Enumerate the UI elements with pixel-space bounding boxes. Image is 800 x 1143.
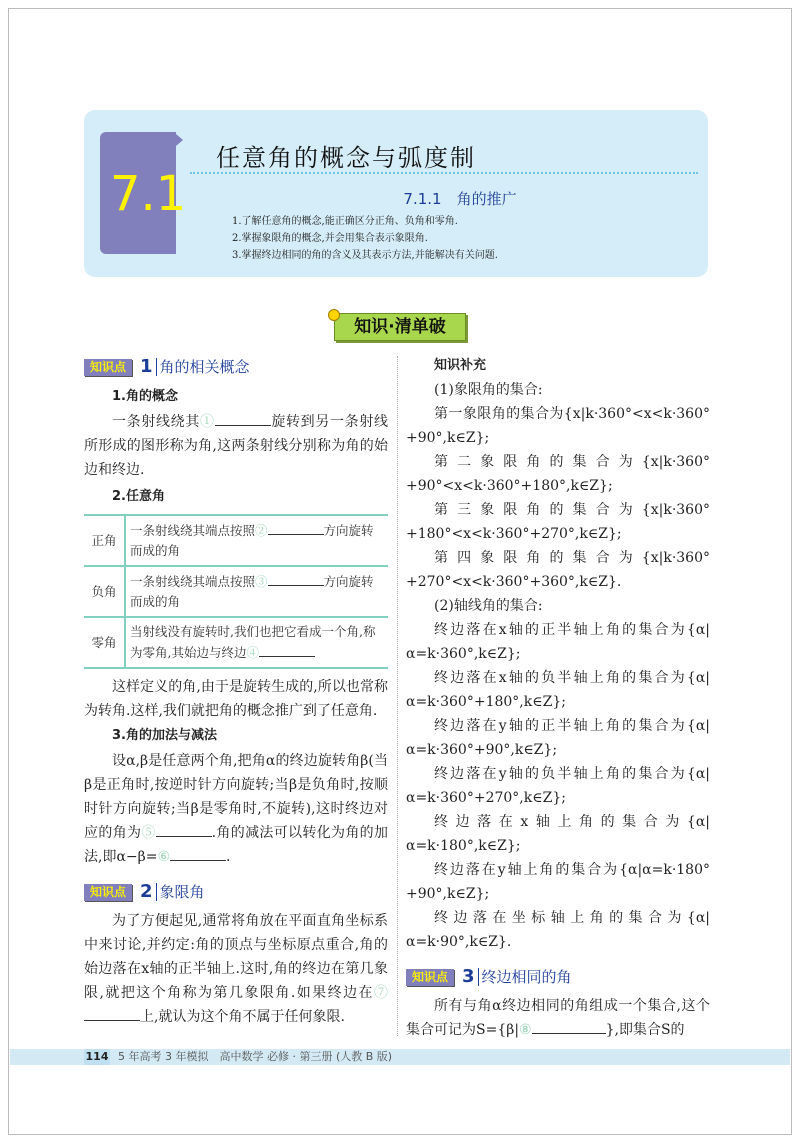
supplement-line: 终边落在x轴上角的集合为{α|α=k·180°,k∈Z};: [406, 814, 710, 854]
number-box-notch: [176, 134, 183, 146]
row-key: 零角: [84, 617, 125, 668]
row-value: [125, 515, 388, 566]
kp-title: 角的相关概念: [159, 358, 250, 376]
section-heading: 1.角的概念: [112, 389, 178, 404]
page-number: 114: [85, 1050, 109, 1063]
text: .: [226, 849, 231, 865]
text: 所有与角α终边相同的角组成一个集合,这个集合可记为S={β|: [406, 998, 710, 1038]
fill-blank[interactable]: [170, 846, 226, 861]
blank-number: ⑧: [519, 1022, 532, 1038]
left-column: [84, 354, 388, 1029]
fill-blank[interactable]: [84, 1006, 140, 1021]
blank-number: ②: [255, 523, 268, 538]
section-heading: 3.角的加法与减法: [112, 728, 217, 743]
subsection-title: 7.1.1 角的推广: [403, 190, 517, 208]
table-row: [84, 617, 388, 668]
blank-number: ⑦: [374, 985, 388, 1001]
text: 旋转到另一条射线所形成的图形称为角,这两条射线分别称为角的始边和终边.: [84, 414, 389, 478]
fill-blank[interactable]: [268, 520, 324, 535]
fill-blank[interactable]: [532, 1019, 606, 1034]
kp-title: 象限角: [159, 883, 205, 901]
supplement-line: 终边落在x轴的正半轴上角的集合为{α|α=k·360°,k∈Z};: [406, 622, 710, 662]
blank-number: ④: [246, 645, 259, 660]
page-title: 任意角的概念与弧度制: [216, 144, 476, 172]
title-divider: [190, 172, 698, 174]
text: 当射线没有旋转时,我们也把它看成一个角,称为零角,其始边与终边: [130, 624, 376, 660]
paragraph: [406, 994, 710, 1042]
table-row: [84, 566, 388, 617]
angle-table: [84, 514, 388, 669]
supplement-line: (1)象限角的集合:: [434, 382, 543, 398]
kp-tag: 知识点: [406, 969, 454, 986]
kp-tag: 知识点: [84, 884, 132, 901]
kp-tag: 知识点: [84, 359, 132, 376]
row-key: 负角: [84, 566, 125, 617]
kp-number: 1: [140, 358, 157, 376]
supplement-line: 终边落在坐标轴上角的集合为{α|α=k·90°,k∈Z}.: [406, 910, 710, 950]
blank-number: ⑤: [141, 825, 156, 841]
supplement-line: 第一象限角的集合为{x|k·360°<x<k·360°+90°,k∈Z};: [406, 406, 710, 446]
fill-blank[interactable]: [215, 411, 271, 426]
text: 为了方便起见,通常将角放在平面直角坐标系中来讨论,并约定:角的顶点与坐标原点重合,角的始边落在x轴的正半轴上.这时,角的终边在第几象限,就把这个角称为第几象限角.如果终边在: [84, 913, 388, 1001]
row-value: [125, 617, 388, 668]
column-divider: [397, 356, 398, 1036]
fill-blank[interactable]: [268, 571, 324, 586]
row-value: [125, 566, 388, 617]
kp-title: 终边相同的角: [481, 968, 572, 986]
right-column: [406, 354, 710, 1042]
supplement-heading: 知识补充: [434, 358, 487, 373]
supplement-line: 终边落在y轴上角的集合为{α|α=k·180°+90°,k∈Z};: [406, 862, 710, 902]
paragraph: [84, 909, 388, 1029]
supplement-line: 第三象限角的集合为{x|k·360°+180°<x<k·360°+270°,k∈Z};: [406, 502, 710, 542]
supplement-line: 第二象限角的集合为{x|k·360°+90°<x<k·360°+180°,k∈Z};: [406, 454, 710, 494]
text: 方向旋转而成的角: [130, 523, 374, 558]
supplement-line: 第四象限角的集合为{x|k·360°+270°<x<k·360°+360°,k∈Z}.: [406, 550, 710, 590]
kp-number: 2: [140, 883, 157, 901]
fill-blank[interactable]: [156, 822, 212, 837]
blank-number: ⑥: [157, 849, 171, 865]
table-row: [84, 515, 388, 566]
book-title: 5 年高考 3 年模拟 高中数学 必修 · 第三册 (人教 B 版): [118, 1050, 393, 1063]
row-key: 正角: [84, 515, 125, 566]
blank-number: ③: [255, 574, 268, 589]
text: 一条射线绕其: [112, 414, 200, 430]
section-heading: 2.任意角: [112, 489, 165, 504]
text: 一条射线绕其端点按照: [130, 523, 256, 538]
knowledge-banner: 知识·清单破: [334, 313, 466, 341]
supplement-line: 终边落在x轴的负半轴上角的集合为{α|α=k·360°+180°,k∈Z};: [406, 670, 710, 710]
objective-2: 2.掌握象限角的概念,并会用集合表示象限角.: [232, 233, 428, 244]
text: 方向旋转而成的角: [130, 574, 374, 609]
objective-3: 3.掌握终边相同的角的含义及其表示方法,并能解决有关问题.: [232, 250, 498, 261]
objective-1: 1.了解任意角的概念,能正确区分正角、负角和零角.: [232, 216, 458, 227]
text: 上,就认为这个角不属于任何象限.: [140, 1009, 345, 1025]
text: },即集合S的: [605, 1022, 685, 1038]
knowledge-point-3: [406, 964, 710, 990]
section-number: 7.1: [110, 166, 187, 222]
paragraph: [84, 749, 388, 869]
blank-number: ①: [200, 414, 215, 430]
fill-blank[interactable]: [259, 642, 315, 657]
supplement-line: (2)轴线角的集合:: [434, 598, 543, 614]
supplement-line: 终边落在y轴的正半轴上角的集合为{α|α=k·360°+90°,k∈Z};: [406, 718, 710, 758]
knowledge-point-2: [84, 879, 388, 905]
knowledge-point-1: [84, 354, 388, 380]
kp-number: 3: [462, 968, 479, 986]
paragraph: 这样定义的角,由于是旋转生成的,所以也常称为转角.这样,我们就把角的概念推广到了任意角.: [84, 679, 388, 719]
text: 一条射线绕其端点按照: [130, 574, 256, 589]
supplement-line: 终边落在y轴的负半轴上角的集合为{α|α=k·360°+270°,k∈Z};: [406, 766, 710, 806]
lightbulb-icon: [328, 309, 340, 321]
paragraph: [84, 410, 388, 482]
text: 设α,β是任意两个角,把角α的终边旋转角β(当β是正角时,按逆时针方向旋转;当β是负角时,按顺时针方向旋转;当β是零角时,不旋转),这时终边对应的角为: [84, 753, 388, 841]
text: .角的减法可以转化为角的加法,即α−β=: [84, 825, 389, 865]
